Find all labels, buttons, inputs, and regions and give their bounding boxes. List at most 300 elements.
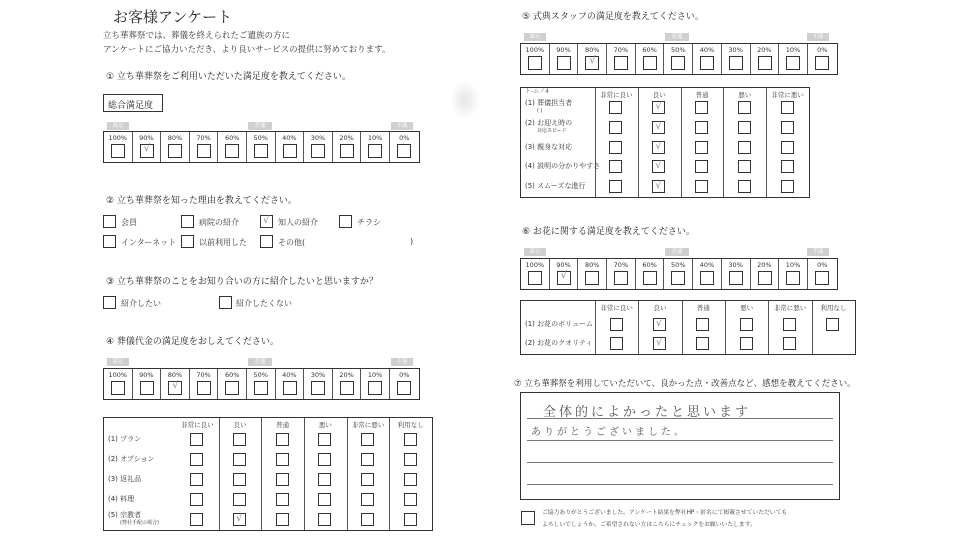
q6-satisfaction-scale [520, 258, 838, 290]
q6-tag-dissatisfied: 不満 [807, 248, 829, 256]
q4-scale-checkbox[interactable] [254, 381, 268, 395]
q1-scale-checkbox[interactable] [168, 144, 182, 158]
q6-column-header: 非常に悪い [773, 304, 807, 312]
q6-scale-label: 50% [671, 261, 686, 269]
q5-scale-checkbox[interactable] [528, 56, 542, 70]
q1-scale-label: 20% [339, 134, 354, 142]
q2-previous-label: 以前利用した [199, 238, 247, 247]
check-mark-icon: √ [143, 143, 150, 154]
q1-scale-label: 70% [196, 134, 211, 142]
q6-scale-label: 60% [642, 261, 657, 269]
q5-scale-cell [636, 44, 665, 74]
q6-scale-label: 80% [584, 261, 600, 269]
q1-scale-label: 0% [399, 134, 410, 142]
q5-scale-checkbox[interactable] [585, 56, 599, 70]
grid-divider [723, 88, 724, 197]
q4-scale-cell [104, 369, 133, 399]
q6-tag-neutral: 普通 [665, 248, 689, 256]
q1-scale-checkbox[interactable] [254, 144, 268, 158]
q3-yes-checkbox[interactable] [103, 296, 116, 309]
q2-internet-label: インターネット [121, 238, 177, 247]
q5-rating-checkbox[interactable] [695, 141, 708, 154]
q1-scale-checkbox[interactable] [283, 144, 297, 158]
q5-scale-cell [693, 44, 722, 74]
q1-scale-label: 80% [167, 134, 183, 142]
q5-scale-label: 10% [785, 46, 801, 54]
check-mark-icon: √ [263, 215, 270, 226]
q5-tag-satisfied: 満足 [524, 33, 546, 41]
q5-row-label: (4) 説明の分かりやすさ [525, 162, 601, 171]
q6-rating-checkbox[interactable] [653, 337, 666, 350]
q4-rating-checkbox[interactable] [190, 433, 203, 446]
grid-divider [638, 88, 639, 197]
q1-scale-cell [190, 132, 219, 162]
q6-rating-checkbox[interactable] [696, 318, 709, 331]
q6-rating-checkbox[interactable] [610, 337, 623, 350]
q1-scale-cell [133, 132, 162, 162]
q4-rating-checkbox[interactable] [233, 433, 246, 446]
q5-column-header: 普通 [695, 91, 709, 99]
q6-column-header: 利用なし [820, 304, 847, 312]
q5-rating-checkbox[interactable] [609, 141, 622, 154]
q5-column-header: 悪い [738, 91, 752, 99]
grid-divider [261, 418, 262, 530]
check-mark-icon: √ [656, 337, 663, 349]
q3-no-checkbox[interactable] [219, 296, 232, 309]
q6-scale-cell [521, 259, 550, 289]
q1-scale-checkbox[interactable] [340, 144, 354, 158]
q4-rating-checkbox[interactable] [233, 493, 246, 506]
q4-scale-cell [390, 369, 419, 399]
q4-rating-checkbox[interactable] [361, 513, 374, 526]
q5-rating-checkbox[interactable] [738, 101, 751, 114]
q6-scale-checkbox[interactable] [815, 271, 829, 285]
q6-scale-cell [550, 259, 579, 289]
q1-scale-cell [333, 132, 362, 162]
q4-scale-label: 70% [196, 371, 211, 379]
q4-scale-checkbox[interactable] [311, 381, 325, 395]
q5-scale-label: 90% [556, 46, 571, 54]
q6-scale-label: 0% [817, 261, 828, 269]
q5-rating-checkbox[interactable] [609, 101, 622, 114]
q2-member-label: 会員 [121, 218, 137, 227]
q1-scale-label: 10% [367, 134, 383, 142]
q1-scale-cell [390, 132, 419, 162]
q5-rating-grid [520, 87, 810, 198]
q4-rating-checkbox[interactable] [318, 493, 331, 506]
q6-scale-checkbox[interactable] [758, 271, 772, 285]
q7-handwriting-line-2: ありがとうございました。 [531, 427, 687, 438]
q4-rating-checkbox[interactable] [318, 433, 331, 446]
q5-tag-neutral: 普通 [665, 33, 689, 41]
q1-scale-cell [276, 132, 305, 162]
q4-rating-checkbox[interactable] [361, 493, 374, 506]
q4-scale-label: 80% [167, 371, 183, 379]
q4-scale-cell [190, 369, 219, 399]
q5-scale-checkbox[interactable] [786, 56, 800, 70]
q1-tag-neutral: 普通 [248, 122, 272, 130]
q5-scale-cell [607, 44, 636, 74]
q6-scale-cell [664, 259, 693, 289]
q4-column-header: 利用なし [397, 421, 424, 429]
q6-scale-checkbox[interactable] [729, 271, 743, 285]
q5-rating-checkbox[interactable] [652, 101, 665, 114]
q5-rating-checkbox[interactable] [609, 180, 622, 193]
q6-column-header: 非常に良い [600, 304, 633, 312]
q4-scale-label: 100% [108, 371, 128, 379]
q4-rating-checkbox[interactable] [190, 493, 203, 506]
q4-rating-checkbox[interactable] [318, 453, 331, 466]
q4-scale-cell [361, 369, 390, 399]
q5-scale-label: 100% [525, 46, 545, 54]
q6-rating-checkbox[interactable] [610, 318, 623, 331]
q5-question: ⑤ 式典スタッフの満足度を教えてください。 [522, 12, 704, 22]
q4-column-header: 悪い [318, 421, 332, 429]
q5-row-label: (1) 葬儀担当者 [525, 98, 573, 107]
q4-row-label: (2) オプション [108, 455, 155, 463]
q5-scale-cell [751, 44, 780, 74]
q6-scale-checkbox[interactable] [643, 271, 657, 285]
q5-rating-checkbox[interactable] [695, 160, 708, 173]
q5-scale-label: 40% [699, 46, 715, 54]
grid-divider [219, 418, 220, 530]
check-mark-icon: √ [655, 120, 662, 132]
q4-scale-label: 50% [253, 371, 268, 379]
q4-scale-cell [333, 369, 362, 399]
q6-rating-checkbox[interactable] [740, 337, 753, 350]
q5-rating-checkbox[interactable] [738, 121, 751, 134]
q5-scale-checkbox[interactable] [729, 56, 743, 70]
q5-scale-label: 60% [642, 46, 657, 54]
publish-optout-checkbox[interactable] [521, 511, 535, 525]
q5-scale-label: 30% [728, 46, 743, 54]
q2-acquaintance-checkbox[interactable] [260, 215, 273, 228]
q2-other-close: ) [410, 237, 414, 246]
q5-scale-checkbox[interactable] [557, 56, 571, 70]
q4-rating-checkbox[interactable] [404, 473, 417, 486]
q5-rating-checkbox[interactable] [781, 160, 794, 173]
consent-line-1: ご協力ありがとうございました。アンケート結果を弊社HP・匿名にて掲載させていただいても [542, 510, 788, 516]
q5-rating-checkbox[interactable] [609, 160, 622, 173]
q1-scale-label: 100% [108, 134, 128, 142]
q6-scale-checkbox[interactable] [786, 271, 800, 285]
q6-scale-label: 90% [556, 261, 571, 269]
q5-row-sublabel: ( ) [537, 107, 543, 114]
q1-scale-label: 50% [253, 134, 268, 142]
q6-scale-label: 70% [613, 261, 629, 269]
q4-rating-checkbox[interactable] [361, 473, 374, 486]
q4-rating-checkbox[interactable] [190, 513, 203, 526]
q5-column-header: 良い [652, 91, 666, 99]
q5-rating-checkbox[interactable] [695, 101, 708, 114]
q6-scale-checkbox[interactable] [671, 271, 685, 285]
q1-scale-cell [218, 132, 247, 162]
q4-tag-neutral: 普通 [248, 358, 272, 366]
q4-scale-label: 10% [367, 371, 383, 379]
q4-row-label: (4) 料理 [108, 495, 135, 503]
q6-scale-checkbox[interactable] [557, 271, 571, 285]
q4-row-label: (1) プラン [108, 435, 142, 443]
q4-scale-checkbox[interactable] [340, 381, 354, 395]
q4-scale-checkbox[interactable] [283, 381, 297, 395]
q4-scale-cell [276, 369, 305, 399]
q5-rating-checkbox[interactable] [738, 180, 751, 193]
q4-rating-checkbox[interactable] [361, 433, 374, 446]
check-mark-icon: √ [560, 270, 568, 281]
q4-rating-checkbox[interactable] [404, 453, 417, 466]
q5-scale-label: 0% [817, 46, 828, 54]
q4-rating-checkbox[interactable] [276, 453, 289, 466]
q4-rating-checkbox[interactable] [318, 513, 331, 526]
check-mark-icon: √ [655, 180, 662, 192]
q2-other-checkbox[interactable] [260, 235, 273, 248]
q2-hospital-checkbox[interactable] [181, 215, 194, 228]
q5-tag-dissatisfied: 不満 [807, 33, 829, 41]
q2-flyer-label: チラシ [357, 218, 381, 227]
q4-scale-label: 90% [139, 371, 154, 379]
grid-divider [766, 88, 767, 197]
q2-hospital-label: 病院の紹介 [199, 218, 239, 227]
q1-scale-label: 40% [282, 134, 297, 142]
q5-scale-label: 70% [613, 46, 629, 54]
grid-divider [681, 88, 682, 197]
q4-scale-checkbox[interactable] [368, 381, 382, 395]
q3-yes-label: 紹介したい [121, 299, 161, 308]
intro-line-2: アンケートにご協力いただき、より良いサービスの提供に努めております。 [103, 45, 391, 55]
q4-column-header: 非常に悪い [351, 421, 385, 429]
q4-scale-checkbox[interactable] [197, 381, 211, 395]
q4-rating-checkbox[interactable] [233, 473, 246, 486]
q1-scale-cell [247, 132, 276, 162]
q5-scale-checkbox[interactable] [671, 56, 685, 70]
q1-scale-cell [161, 132, 190, 162]
q6-column-header: 良い [653, 304, 667, 312]
q2-other-label: その他( [278, 238, 306, 247]
q6-rating-grid [520, 300, 856, 355]
q4-scale-cell [247, 369, 276, 399]
q1-scale-checkbox[interactable] [111, 144, 125, 158]
q1-scale-checkbox[interactable] [368, 144, 382, 158]
q5-scale-checkbox[interactable] [815, 56, 829, 70]
q4-tag-dissatisfied: 不満 [391, 358, 413, 366]
grid-divider [347, 418, 348, 530]
q5-column-header: 非常に悪い [771, 91, 804, 99]
q4-scale-label: 30% [310, 371, 326, 379]
q1-scale-checkbox[interactable] [225, 144, 239, 158]
q4-rating-checkbox[interactable] [361, 453, 374, 466]
q6-scale-checkbox[interactable] [700, 271, 714, 285]
q5-rating-checkbox[interactable] [652, 121, 665, 134]
q5-scale-label: 80% [584, 46, 600, 54]
q5-scale-cell [578, 44, 607, 74]
q4-scale-label: 20% [339, 371, 354, 379]
q6-scale-label: 40% [699, 261, 715, 269]
q5-scale-checkbox[interactable] [700, 56, 714, 70]
q4-scale-label: 0% [399, 371, 410, 379]
q5-rating-checkbox[interactable] [695, 180, 708, 193]
q4-scale-cell [133, 369, 162, 399]
q1-scale-checkbox[interactable] [197, 144, 211, 158]
q1-scale-checkbox[interactable] [140, 144, 154, 158]
q6-row-label: (2) お花のクオリティ [525, 339, 593, 348]
check-mark-icon: √ [655, 100, 662, 112]
q4-satisfaction-scale [103, 368, 420, 400]
q4-rating-checkbox[interactable] [190, 473, 203, 486]
q2-question: ② 立ち華葬祭を知った理由を教えてください。 [106, 196, 297, 206]
q1-tag-satisfied: 満足 [107, 122, 129, 130]
q4-row-sublabel: (弊社手配の場合) [120, 520, 159, 526]
q4-rating-checkbox[interactable] [404, 513, 417, 526]
q1-tag-dissatisfied: 不満 [391, 122, 413, 130]
q6-question: ⑥ お花に関する満足度を教えてください。 [522, 227, 695, 237]
q1-scale-label: 60% [224, 134, 240, 142]
q6-scale-checkbox[interactable] [614, 271, 628, 285]
q7-comment-box[interactable] [520, 392, 840, 500]
q4-rating-checkbox[interactable] [276, 493, 289, 506]
q5-row-sublabel: 対応スピード [537, 127, 567, 134]
q4-rating-checkbox[interactable] [404, 433, 417, 446]
q6-scale-cell [779, 259, 808, 289]
grid-divider [304, 418, 305, 530]
q1-scale-checkbox[interactable] [397, 144, 411, 158]
intro-line-1: 立ち華葬祭では、葬儀を終えられたご遺族の方に [103, 31, 291, 41]
q5-rating-checkbox[interactable] [652, 160, 665, 173]
q1-scale-label: 30% [310, 134, 326, 142]
q5-rating-checkbox[interactable] [695, 121, 708, 134]
q6-scale-label: 100% [525, 261, 545, 269]
q2-flyer-checkbox[interactable] [339, 215, 352, 228]
q4-column-header: 良い [233, 421, 247, 429]
scan-smudge [450, 80, 480, 120]
q6-scale-cell [722, 259, 751, 289]
q5-scale-cell [808, 44, 837, 74]
q6-scale-cell [636, 259, 665, 289]
grid-divider [595, 88, 596, 197]
q4-scale-label: 60% [224, 371, 240, 379]
q5-scale-cell [550, 44, 579, 74]
q5-scale-cell [779, 44, 808, 74]
q6-row-label: (1) お花のボリューム [525, 319, 593, 328]
q6-scale-label: 30% [728, 261, 743, 269]
q4-question: ④ 葬儀代金の満足度をおしえてください。 [106, 337, 279, 347]
q5-scale-label: 20% [757, 46, 772, 54]
check-mark-icon: √ [172, 380, 179, 391]
q4-rating-checkbox[interactable] [276, 473, 289, 486]
q4-scale-checkbox[interactable] [111, 381, 125, 395]
q4-rating-checkbox[interactable] [233, 453, 246, 466]
q4-rating-checkbox[interactable] [318, 473, 331, 486]
q6-scale-cell [808, 259, 837, 289]
q4-rating-checkbox[interactable] [404, 493, 417, 506]
q4-scale-checkbox[interactable] [225, 381, 239, 395]
q5-rating-checkbox[interactable] [781, 180, 794, 193]
q6-rating-checkbox[interactable] [826, 318, 839, 331]
q1-scale-cell [304, 132, 333, 162]
q4-scale-checkbox[interactable] [397, 381, 411, 395]
q5-satisfaction-scale [520, 43, 838, 75]
q1-scale-checkbox[interactable] [311, 144, 325, 158]
q5-rating-checkbox[interactable] [781, 121, 794, 134]
q5-rating-checkbox[interactable] [652, 141, 665, 154]
q1-question: ① 立ち華葬祭をご利用いただいた満足度を教えてください。 [106, 72, 351, 82]
q4-rating-checkbox[interactable] [233, 513, 246, 526]
q6-rating-checkbox[interactable] [653, 318, 666, 331]
q5-rating-checkbox[interactable] [609, 121, 622, 134]
q4-rating-checkbox[interactable] [276, 433, 289, 446]
q6-scale-cell [751, 259, 780, 289]
q1-satisfaction-scale [103, 131, 420, 163]
q5-scale-label: 50% [671, 46, 686, 54]
q1-scale-label: 90% [139, 134, 154, 142]
grid-divider [389, 418, 390, 530]
q6-scale-cell [578, 259, 607, 289]
q6-scale-label: 20% [757, 261, 772, 269]
q5-handwritten-note: ト-ムノ4 [525, 88, 549, 95]
check-mark-icon: √ [589, 55, 596, 66]
q4-scale-checkbox[interactable] [140, 381, 154, 395]
q5-scale-cell [664, 44, 693, 74]
q4-scale-cell [218, 369, 247, 399]
check-mark-icon: √ [236, 513, 243, 524]
q2-internet-checkbox[interactable] [103, 235, 116, 248]
q6-scale-label: 10% [785, 261, 801, 269]
q4-scale-label: 40% [282, 371, 297, 379]
q2-member-checkbox[interactable] [103, 215, 116, 228]
q4-scale-cell [304, 369, 333, 399]
q4-scale-checkbox[interactable] [168, 381, 182, 395]
q5-scale-checkbox[interactable] [643, 56, 657, 70]
q5-row-label: (2) お迎え時の [525, 118, 573, 127]
q6-scale-cell [693, 259, 722, 289]
consent-line-2: よろしいでしょうか。ご希望されない方はこちらにチェックをお願いいたします。 [542, 522, 756, 528]
q5-rating-checkbox[interactable] [738, 160, 751, 173]
q6-scale-cell [607, 259, 636, 289]
q4-column-header: 普通 [276, 421, 290, 429]
q4-tag-satisfied: 満足 [107, 358, 129, 366]
q5-rating-checkbox[interactable] [738, 141, 751, 154]
q4-rating-checkbox[interactable] [276, 513, 289, 526]
q6-tag-satisfied: 満足 [524, 248, 546, 256]
q1-overall-label: 総合満足度 [103, 94, 163, 112]
q5-row-label: (3) 親身な対応 [525, 142, 573, 151]
q6-rating-checkbox[interactable] [783, 318, 796, 331]
q5-rating-checkbox[interactable] [652, 180, 665, 193]
q6-column-header: 悪い [740, 304, 754, 312]
q4-row-label: (5) 宗教者 [108, 511, 142, 519]
q6-scale-checkbox[interactable] [528, 271, 542, 285]
q6-column-header: 普通 [696, 304, 710, 312]
check-mark-icon: √ [655, 140, 662, 152]
q4-rating-checkbox[interactable] [190, 453, 203, 466]
q1-scale-cell [104, 132, 133, 162]
q5-rating-checkbox[interactable] [781, 101, 794, 114]
q5-scale-checkbox[interactable] [758, 56, 772, 70]
q6-scale-checkbox[interactable] [585, 271, 599, 285]
q2-previous-checkbox[interactable] [181, 235, 194, 248]
q1-scale-cell [361, 132, 390, 162]
q3-question: ③ 立ち華葬祭のことをお知り合いの方に紹介したいと思いますか？ [106, 277, 378, 287]
q5-rating-checkbox[interactable] [781, 141, 794, 154]
q4-rating-grid [103, 417, 433, 531]
q5-scale-checkbox[interactable] [614, 56, 628, 70]
q4-scale-cell [161, 369, 190, 399]
q3-no-label: 紹介したくない [236, 299, 292, 308]
q6-rating-checkbox[interactable] [740, 318, 753, 331]
q6-rating-checkbox[interactable] [783, 337, 796, 350]
q5-row-label: (5) スムーズな進行 [525, 182, 586, 191]
check-mark-icon: √ [656, 317, 663, 329]
q6-rating-checkbox[interactable] [696, 337, 709, 350]
